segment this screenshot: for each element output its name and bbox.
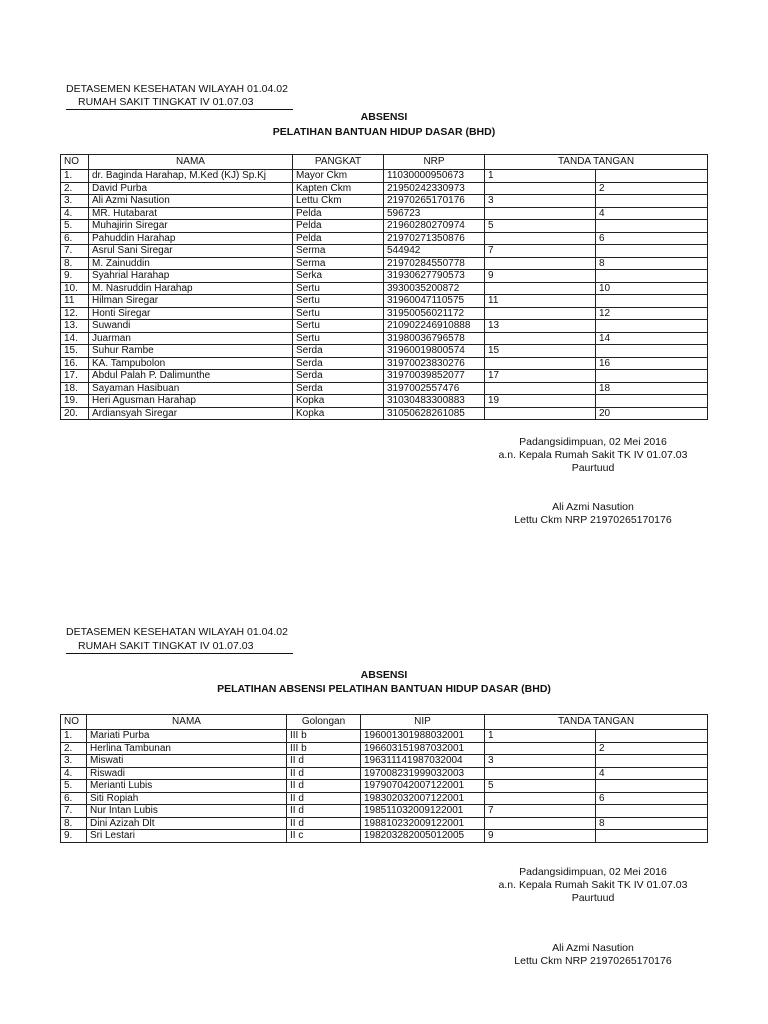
table-row	[61, 220, 708, 233]
cell-nama: Ardiansyah Siregar	[89, 407, 293, 420]
cell-nrp: 3197002557476	[384, 382, 485, 395]
cell-no: 7.	[61, 805, 87, 818]
table-row	[61, 792, 708, 805]
cell-no: 5.	[61, 780, 87, 793]
cell-golongan: II d	[287, 780, 361, 793]
cell-signature-left	[485, 257, 596, 270]
table-row	[61, 195, 708, 208]
cell-nama: Honti Siregar	[89, 307, 293, 320]
doc1-sign-rank-nrp: Lettu Ckm NRP 21970265170176	[514, 514, 672, 526]
table-row	[61, 830, 708, 843]
cell-nama: Suhur Rambe	[89, 345, 293, 358]
cell-nrp: 31050628261085	[384, 407, 485, 420]
cell-nrp: 31930627790573	[384, 270, 485, 283]
cell-nrp: 596723	[384, 207, 485, 220]
doc1-title: ABSENSI	[360, 111, 408, 123]
cell-signature-right: 6	[596, 232, 708, 245]
doc1-subtitle: PELATIHAN BANTUAN HIDUP DASAR (BHD)	[272, 126, 496, 138]
table-row	[61, 357, 708, 370]
cell-nip: 196001301988032001	[361, 730, 485, 743]
cell-nama: Herlina Tambunan	[87, 742, 287, 755]
cell-nrp: 21970265170176	[384, 195, 485, 208]
cell-nama: KA. Tampubolon	[89, 357, 293, 370]
cell-nama: Juarman	[89, 332, 293, 345]
cell-signature-left	[485, 282, 596, 295]
cell-signature-left: 3	[485, 755, 596, 768]
cell-nama: Heri Agusman Harahap	[89, 395, 293, 408]
table-row	[61, 257, 708, 270]
cell-nama: Sri Lestari	[87, 830, 287, 843]
doc1-org-line1: DETASEMEN KESEHATAN WILAYAH 01.04.02	[66, 83, 288, 95]
cell-nama: MR. Hutabarat	[89, 207, 293, 220]
table-row	[61, 730, 708, 743]
cell-nrp: 21960280270974	[384, 220, 485, 233]
header-no: NO	[61, 715, 87, 730]
cell-no: 12.	[61, 307, 89, 320]
cell-signature-left	[485, 792, 596, 805]
header-nrp: NRP	[384, 155, 485, 170]
cell-pangkat: Pelda	[293, 207, 384, 220]
table-header-row	[61, 155, 708, 170]
table-row	[61, 270, 708, 283]
cell-pangkat: Lettu Ckm	[293, 195, 384, 208]
cell-signature-left	[485, 817, 596, 830]
cell-no: 16.	[61, 357, 89, 370]
cell-golongan: II d	[287, 805, 361, 818]
table-row	[61, 805, 708, 818]
cell-no: 5.	[61, 220, 89, 233]
header-no: NO	[61, 155, 89, 170]
doc2-title: ABSENSI	[360, 669, 408, 681]
cell-pangkat: Sertu	[293, 282, 384, 295]
table-row	[61, 767, 708, 780]
cell-signature-right: 12	[596, 307, 708, 320]
cell-nama: M. Zainuddin	[89, 257, 293, 270]
doc1-sign-name: Ali Azmi Nasution	[552, 501, 634, 513]
doc2-sign-role: Paurtuud	[571, 892, 615, 904]
cell-signature-right	[596, 320, 708, 333]
cell-signature-left: 3	[485, 195, 596, 208]
cell-nrp: 31960047110575	[384, 295, 485, 308]
cell-nama: Syahrial Harahap	[89, 270, 293, 283]
cell-signature-right: 18	[596, 382, 708, 395]
cell-no: 17.	[61, 370, 89, 383]
cell-pangkat: Serda	[293, 345, 384, 358]
cell-signature-right: 4	[596, 207, 708, 220]
cell-nama: David Purba	[89, 182, 293, 195]
cell-nrp: 3930035200872	[384, 282, 485, 295]
doc1-attendance-table	[60, 154, 708, 420]
cell-pangkat: Serda	[293, 382, 384, 395]
cell-golongan: II c	[287, 830, 361, 843]
cell-pangkat: Pelda	[293, 220, 384, 233]
cell-pangkat: Kopka	[293, 395, 384, 408]
table-row	[61, 170, 708, 183]
cell-no: 6.	[61, 232, 89, 245]
cell-nrp: 31980036796578	[384, 332, 485, 345]
cell-signature-left: 17	[485, 370, 596, 383]
cell-signature-left	[485, 407, 596, 420]
cell-signature-left: 13	[485, 320, 596, 333]
cell-signature-right	[596, 195, 708, 208]
cell-signature-right: 2	[596, 742, 708, 755]
cell-nama: Asrul Sani Siregar	[89, 245, 293, 258]
cell-signature-left	[485, 307, 596, 320]
header-tanda-tangan: TANDA TANGAN	[485, 155, 708, 170]
table-row	[61, 307, 708, 320]
doc1-org-line2: RUMAH SAKIT TINGKAT IV 01.07.03	[66, 96, 293, 110]
cell-pangkat: Sertu	[293, 307, 384, 320]
cell-signature-left: 5	[485, 780, 596, 793]
table-row	[61, 395, 708, 408]
cell-no: 3.	[61, 195, 89, 208]
cell-signature-left	[485, 182, 596, 195]
table-row	[61, 817, 708, 830]
cell-nrp: 11030000950673	[384, 170, 485, 183]
doc2-subtitle: PELATIHAN ABSENSI PELATIHAN BANTUAN HIDUP DASAR (BHD)	[217, 683, 551, 695]
header-nip: NIP	[361, 715, 485, 730]
table-row	[61, 245, 708, 258]
cell-golongan: II d	[287, 755, 361, 768]
cell-pangkat: Sertu	[293, 295, 384, 308]
cell-no: 8.	[61, 257, 89, 270]
cell-signature-left: 9	[485, 270, 596, 283]
cell-no: 9.	[61, 270, 89, 283]
cell-no: 15.	[61, 345, 89, 358]
cell-signature-left: 9	[485, 830, 596, 843]
cell-golongan: III b	[287, 730, 361, 743]
cell-golongan: II d	[287, 767, 361, 780]
cell-nrp: 544942	[384, 245, 485, 258]
cell-no: 1.	[61, 730, 87, 743]
cell-pangkat: Serma	[293, 245, 384, 258]
cell-pangkat: Serka	[293, 270, 384, 283]
cell-nama: M. Nasruddin Harahap	[89, 282, 293, 295]
cell-signature-right: 6	[596, 792, 708, 805]
table-row	[61, 295, 708, 308]
header-tanda-tangan: TANDA TANGAN	[485, 715, 708, 730]
cell-pangkat: Kapten Ckm	[293, 182, 384, 195]
cell-signature-left: 7	[485, 245, 596, 258]
cell-nama: Suwandi	[89, 320, 293, 333]
cell-no: 1.	[61, 170, 89, 183]
table-row	[61, 320, 708, 333]
cell-no: 2.	[61, 182, 89, 195]
cell-nip: 196311141987032004	[361, 755, 485, 768]
cell-nama: Pahuddin Harahap	[89, 232, 293, 245]
header-nama: NAMA	[87, 715, 287, 730]
table-row	[61, 382, 708, 395]
cell-nrp: 21970271350876	[384, 232, 485, 245]
cell-signature-right: 16	[596, 357, 708, 370]
table-row	[61, 207, 708, 220]
cell-signature-right: 2	[596, 182, 708, 195]
table-row	[61, 407, 708, 420]
cell-nip: 198302032007122001	[361, 792, 485, 805]
cell-signature-right	[596, 295, 708, 308]
cell-nip: 197907042007122001	[361, 780, 485, 793]
cell-signature-right	[596, 730, 708, 743]
cell-golongan: II d	[287, 817, 361, 830]
cell-nrp: 31030483300883	[384, 395, 485, 408]
cell-nama: Mariati Purba	[87, 730, 287, 743]
cell-signature-left: 5	[485, 220, 596, 233]
cell-nama: Merianti Lubis	[87, 780, 287, 793]
cell-no: 20.	[61, 407, 89, 420]
cell-nrp: 31960019800574	[384, 345, 485, 358]
doc2-sign-place-date: Padangsidimpuan, 02 Mei 2016	[519, 866, 667, 878]
cell-signature-right: 8	[596, 817, 708, 830]
doc2-sign-on-behalf: a.n. Kepala Rumah Sakit TK IV 01.07.03	[498, 879, 688, 891]
cell-nama: Muhajirin Siregar	[89, 220, 293, 233]
cell-nip: 197008231999032003	[361, 767, 485, 780]
cell-signature-right	[596, 370, 708, 383]
cell-pangkat: Sertu	[293, 320, 384, 333]
cell-signature-left: 19	[485, 395, 596, 408]
cell-no: 3.	[61, 755, 87, 768]
cell-signature-left	[485, 332, 596, 345]
cell-pangkat: Serda	[293, 370, 384, 383]
cell-nama: Nur Intan Lubis	[87, 805, 287, 818]
table-row	[61, 755, 708, 768]
doc1-sign-role: Paurtuud	[571, 462, 615, 474]
cell-signature-right	[596, 780, 708, 793]
cell-signature-right: 20	[596, 407, 708, 420]
table-row	[61, 232, 708, 245]
cell-no: 11	[61, 295, 89, 308]
cell-nama: Riswadi	[87, 767, 287, 780]
doc1-sign-place-date: Padangsidimpuan, 02 Mei 2016	[519, 436, 667, 448]
header-pangkat: PANGKAT	[293, 155, 384, 170]
doc2-org-line1: DETASEMEN KESEHATAN WILAYAH 01.04.02	[66, 626, 288, 638]
cell-no: 8.	[61, 817, 87, 830]
cell-signature-left	[485, 742, 596, 755]
header-nama: NAMA	[89, 155, 293, 170]
cell-nrp: 31970023830276	[384, 357, 485, 370]
cell-no: 14.	[61, 332, 89, 345]
cell-signature-right	[596, 345, 708, 358]
cell-signature-left	[485, 232, 596, 245]
cell-nama: Miswati	[87, 755, 287, 768]
doc1-sign-on-behalf: a.n. Kepala Rumah Sakit TK IV 01.07.03	[498, 449, 688, 461]
cell-signature-right: 10	[596, 282, 708, 295]
header-golongan: Golongan	[287, 715, 361, 730]
cell-pangkat: Sertu	[293, 332, 384, 345]
cell-signature-left: 1	[485, 730, 596, 743]
cell-signature-right	[596, 220, 708, 233]
cell-nama: Sayaman Hasibuan	[89, 382, 293, 395]
cell-signature-left: 11	[485, 295, 596, 308]
cell-signature-right	[596, 830, 708, 843]
cell-no: 2.	[61, 742, 87, 755]
cell-signature-right	[596, 170, 708, 183]
cell-nip: 198810232009122001	[361, 817, 485, 830]
cell-signature-right	[596, 395, 708, 408]
table-header-row	[61, 715, 708, 730]
cell-nrp: 21950242330973	[384, 182, 485, 195]
table-row	[61, 742, 708, 755]
cell-nrp: 210902246910888	[384, 320, 485, 333]
table-row	[61, 345, 708, 358]
cell-signature-right	[596, 755, 708, 768]
cell-nama: Ali Azmi Nasution	[89, 195, 293, 208]
cell-nama: dr. Baginda Harahap, M.Ked (KJ) Sp.Kj	[89, 170, 293, 183]
cell-no: 4.	[61, 767, 87, 780]
table-row	[61, 780, 708, 793]
doc2-org-line2: RUMAH SAKIT TINGKAT IV 01.07.03	[66, 640, 293, 654]
cell-signature-left	[485, 207, 596, 220]
cell-signature-right: 4	[596, 767, 708, 780]
cell-pangkat: Serma	[293, 257, 384, 270]
cell-nama: Siti Ropiah	[87, 792, 287, 805]
cell-no: 10.	[61, 282, 89, 295]
cell-nama: Dini Azizah Dlt	[87, 817, 287, 830]
table-row	[61, 332, 708, 345]
doc2-attendance-table	[60, 714, 708, 843]
cell-signature-right: 14	[596, 332, 708, 345]
cell-no: 9.	[61, 830, 87, 843]
cell-nrp: 31970039852077	[384, 370, 485, 383]
doc2-sign-name: Ali Azmi Nasution	[552, 942, 634, 954]
cell-nrp: 31950056021172	[384, 307, 485, 320]
table-row	[61, 182, 708, 195]
cell-nama: Abdul Palah P. Dalimunthe	[89, 370, 293, 383]
cell-nip: 196603151987032001	[361, 742, 485, 755]
table-row	[61, 282, 708, 295]
cell-signature-right	[596, 245, 708, 258]
cell-signature-left	[485, 767, 596, 780]
cell-pangkat: Kopka	[293, 407, 384, 420]
cell-no: 6.	[61, 792, 87, 805]
cell-signature-left	[485, 357, 596, 370]
cell-signature-left: 1	[485, 170, 596, 183]
cell-golongan: III b	[287, 742, 361, 755]
cell-pangkat: Pelda	[293, 232, 384, 245]
cell-pangkat: Mayor Ckm	[293, 170, 384, 183]
cell-signature-left: 15	[485, 345, 596, 358]
cell-nip: 198203282005012005	[361, 830, 485, 843]
cell-signature-right: 8	[596, 257, 708, 270]
cell-nama: Hilman Siregar	[89, 295, 293, 308]
cell-signature-left	[485, 382, 596, 395]
cell-no: 13.	[61, 320, 89, 333]
cell-signature-left: 7	[485, 805, 596, 818]
cell-golongan: II d	[287, 792, 361, 805]
cell-pangkat: Serda	[293, 357, 384, 370]
doc2-sign-rank-nrp: Lettu Ckm NRP 21970265170176	[514, 955, 672, 967]
cell-no: 18.	[61, 382, 89, 395]
cell-no: 7.	[61, 245, 89, 258]
table-row	[61, 370, 708, 383]
cell-signature-right	[596, 270, 708, 283]
cell-nip: 198511032009122001	[361, 805, 485, 818]
cell-no: 19.	[61, 395, 89, 408]
cell-signature-right	[596, 805, 708, 818]
cell-nrp: 21970284550778	[384, 257, 485, 270]
cell-no: 4.	[61, 207, 89, 220]
